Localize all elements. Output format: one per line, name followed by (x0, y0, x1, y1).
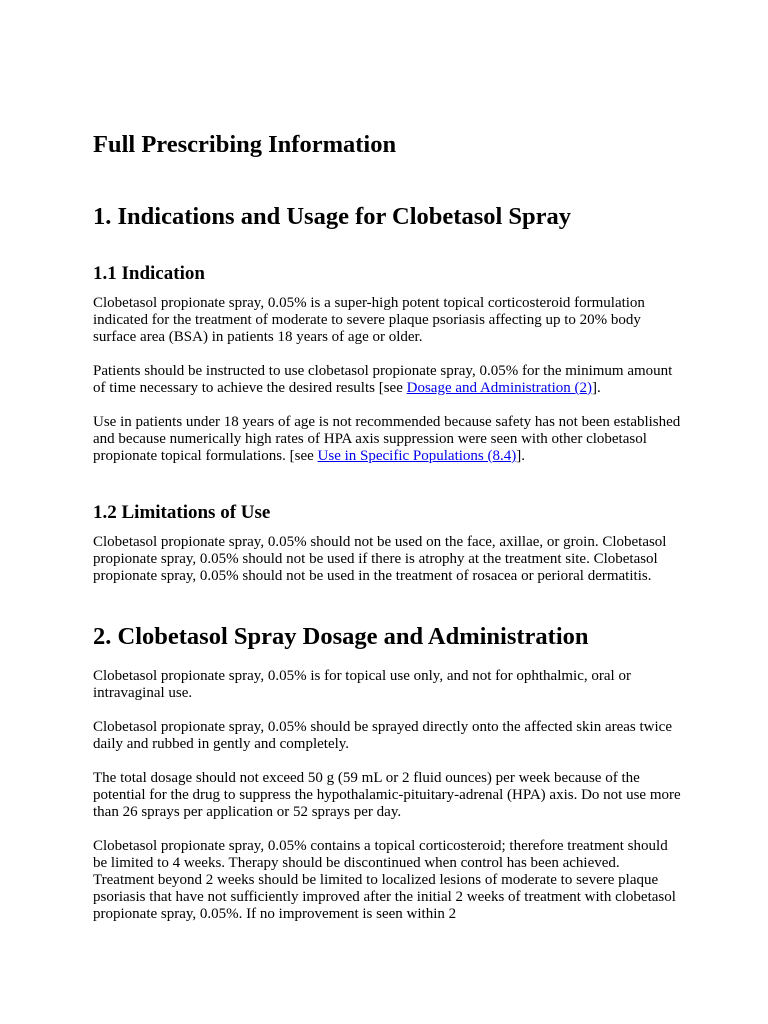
dosage-administration-link[interactable]: Dosage and Administration (2) (406, 380, 593, 396)
indication-paragraph-2 (93, 363, 683, 397)
dosage-paragraph-4: Clobetasol propionate spray, 0.05% contains a topical corticosteroid; therefore treatment should be limited to 4 weeks. Therapy should be discontinued when control has been achieved. Treatment beyond 2 weeks should be limited to localized lesions of moderate to severe plaque psoriasis that have not sufficiently improved after the initial 2 weeks of treatment with clobetasol propionate spray, 0.05%. If no improvement is seen within 2 (93, 838, 676, 922)
limitations-paragraph: Clobetasol propionate spray, 0.05% should not be used on the face, axillae, or groin. Clobetasol propionate spray, 0.05% should not be used if there is atrophy at the treatment site. Clobetasol propionate spray, 0.05% should not be used in the treatment of rosacea or perioral dermatitis. (93, 534, 667, 584)
dosage-paragraph-3: The total dosage should not exceed 50 g (59 mL or 2 fluid ounces) per week because of the potential for the drug to suppress the hypothalamic-pituitary-adrenal (HPA) axis. Do not use more than 26 sprays per application or 52 sprays per day. (93, 770, 681, 820)
subsection-1-2-heading: 1.2 Limitations of Use (93, 502, 271, 523)
page-title: Full Prescribing Information (93, 131, 397, 158)
section-1-heading: 1. Indications and Usage for Clobetasol Spray (93, 203, 572, 230)
indication-paragraph-1: Clobetasol propionate spray, 0.05% is a super-high potent topical corticosteroid formulation indicated for the treatment of moderate to severe plaque psoriasis affecting up to 20% body surface area (BSA) in patients 18 years of age or older. (93, 295, 645, 345)
dosage-paragraph-2: Clobetasol propionate spray, 0.05% should be sprayed directly onto the affected skin areas twice daily and rubbed in gently and completely. (93, 719, 672, 752)
indication-paragraph-2-end: ]. (592, 380, 601, 396)
indication-paragraph-3-end: ]. (516, 448, 526, 464)
dosage-paragraph-1: Clobetasol propionate spray, 0.05% is for topical use only, and not for ophthalmic, oral or intravaginal use. (93, 668, 631, 701)
indication-paragraph-2-text: Patients should be instructed to use clobetasol propionate spray, 0.05% for the minimum amount of time necessary to achieve the desired results [see (93, 363, 673, 396)
specific-populations-link[interactable]: Use in Specific Populations (8.4) (317, 448, 517, 464)
section-2-heading: 2. Clobetasol Spray Dosage and Administration (93, 623, 589, 650)
indication-paragraph-3 (93, 414, 683, 465)
document-body (93, 128, 683, 940)
indication-paragraph-3-text: Use in patients under 18 years of age is not recommended because safety has not been established and because numerically high rates of HPA axis suppression were seen with other clobetasol propionate topical formulations. [see (93, 414, 681, 464)
subsection-1-1-heading: 1.1 Indication (93, 263, 205, 284)
